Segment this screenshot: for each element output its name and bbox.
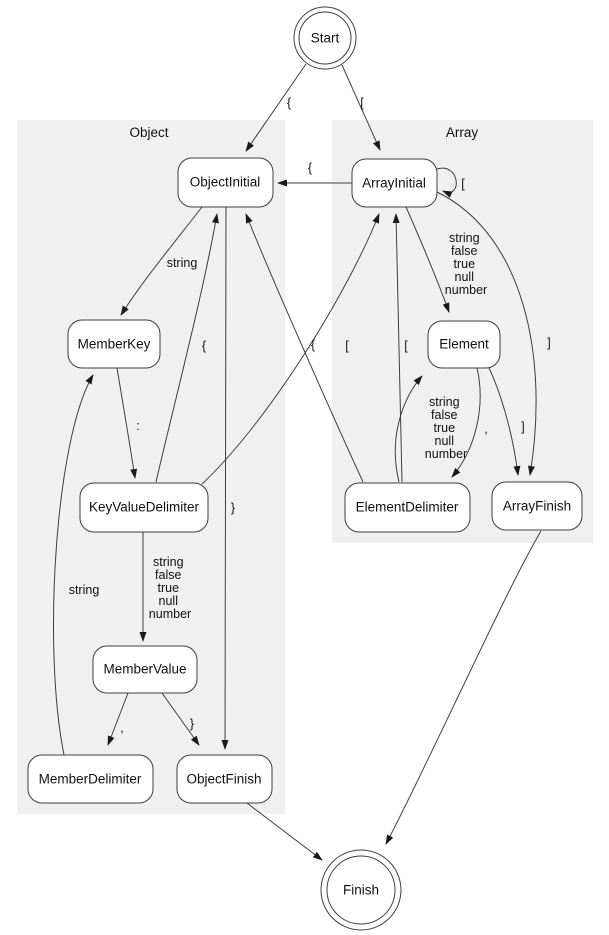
node-start — [294, 7, 356, 69]
node-elementdelimiter — [345, 483, 470, 532]
node-element — [428, 321, 500, 368]
edge-arrayfinish-to-finish — [386, 531, 541, 844]
node-finish — [321, 850, 401, 930]
node-memberkey-label: MemberKey — [77, 336, 151, 352]
edge-label: } — [189, 717, 195, 731]
node-keyvaluedelimiter — [80, 483, 208, 532]
edge-label: string — [166, 256, 198, 270]
node-arrayfinish — [492, 482, 582, 530]
edge-label: [ — [360, 96, 364, 110]
node-memberdelimiter-label: MemberDelimiter — [38, 771, 142, 787]
edge-label: string — [68, 583, 100, 597]
node-memberdelimiter — [28, 755, 153, 803]
edge-line — [386, 531, 541, 844]
node-finish-label: Finish — [342, 882, 380, 898]
node-arrayfinish-label: ArrayFinish — [502, 498, 572, 514]
node-keyvaluedelimiter-label: KeyValueDelimiter — [88, 499, 200, 515]
edge-label: { — [201, 339, 207, 353]
edge-label: [ — [461, 177, 465, 191]
cluster-array-label: Array — [445, 125, 479, 140]
edge-label: { — [286, 96, 292, 110]
edge-label: [ — [345, 339, 349, 353]
node-objectfinish-label: ObjectFinish — [186, 771, 262, 787]
cluster-object-label: Object — [129, 125, 169, 140]
edge-label-multiline: string false true null number — [424, 395, 468, 461]
node-start-label: Start — [310, 30, 340, 46]
node-membervalue — [93, 646, 197, 693]
node-arrayinitial-label: ArrayInitial — [362, 175, 426, 191]
node-memberkey — [68, 320, 160, 368]
node-objectfinish — [177, 755, 272, 803]
node-elementdelimiter-label: ElementDelimiter — [355, 499, 459, 515]
edge-label: ] — [547, 336, 551, 350]
edge-label: } — [230, 501, 236, 515]
edge-label-multiline: string false true null number — [148, 555, 192, 621]
edge-label: { — [307, 161, 313, 175]
node-arrayinitial — [352, 159, 437, 207]
edge-label: { — [310, 338, 316, 352]
edge-label: , — [120, 721, 124, 735]
edge-label: ] — [521, 420, 525, 434]
edge-label: : — [136, 419, 140, 433]
edge-label: , — [484, 422, 488, 436]
node-objectinitial — [178, 158, 273, 207]
node-objectinitial-label: ObjectInitial — [189, 174, 261, 190]
node-membervalue-label: MemberValue — [103, 661, 187, 677]
edge-label: [ — [404, 339, 408, 353]
node-element-label: Element — [439, 336, 489, 352]
edge-label-multiline: string false true null number — [444, 231, 488, 297]
